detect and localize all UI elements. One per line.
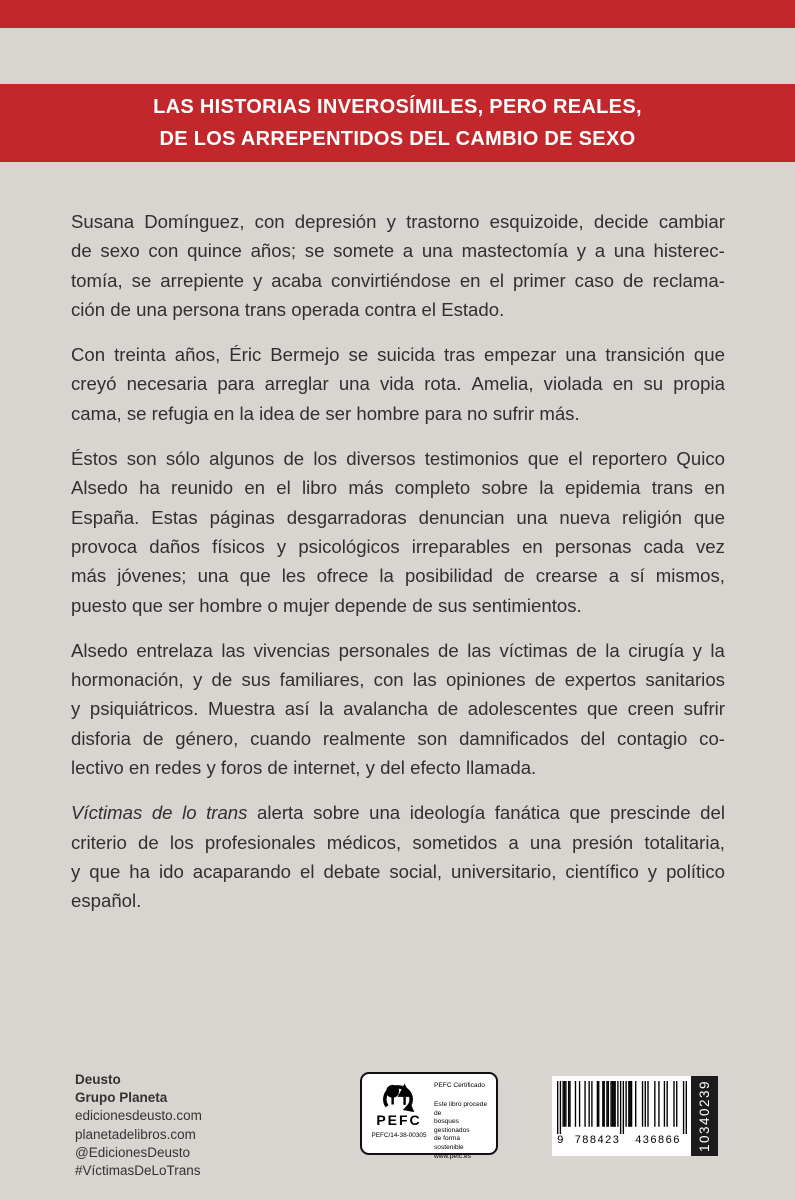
- barcode-digits: [557, 1135, 688, 1147]
- spine-code: 10340239: [691, 1076, 718, 1156]
- top-accent-bar: [0, 0, 795, 28]
- publisher-line: Grupo Planeta: [75, 1090, 168, 1106]
- pefc-trees-logo-icon: [377, 1079, 421, 1113]
- pefc-logo-column: [367, 1079, 431, 1149]
- barcode: [552, 1076, 718, 1156]
- pefc-website: www.pefc.es: [434, 1152, 472, 1160]
- publisher-line: edicionesdeusto.com: [75, 1108, 202, 1124]
- paragraph: Con treinta años, Éric Bermejo se suicida tras empezar una transición que creyó necesaria para arreglar una vida rota. Amelia, violada en su propia cama, se refugia en la idea de ser hombre para no sufrir más.: [71, 344, 725, 424]
- synopsis-text: [71, 207, 725, 932]
- publisher-line: Deusto: [75, 1072, 121, 1087]
- publisher-block: [75, 1071, 202, 1180]
- publisher-line: planetadelibros.com: [75, 1126, 196, 1142]
- pefc-title: PEFC Certificado: [434, 1082, 485, 1089]
- pefc-description: Este libro procede de bosques gestionados de forma sostenible: [434, 1101, 488, 1151]
- publisher-line: #VíctimasDeLoTrans: [75, 1163, 201, 1179]
- pefc-certificate-number: PEFC/14-38-00305: [371, 1131, 427, 1139]
- barcode-digit-group: 436866: [634, 1135, 681, 1147]
- barcode-bars-area: [552, 1076, 691, 1156]
- paragraph: Susana Domínguez, con depresión y trastorno esquizoide, decide cambiar de sexo con quince años; se somete a una mastectomía y a una histerec- tomía, se arrepiente y acaba convirtiéndose en el primer caso de reclama- ción de una persona trans operada contra el Estado.: [71, 211, 725, 320]
- pefc-wordmark: PEFC: [376, 1112, 422, 1128]
- publisher-line: @EdicionesDeusto: [75, 1144, 191, 1160]
- tagline-banner: [0, 84, 795, 162]
- paragraph: Éstos son sólo algunos de los diversos testimonios que el reportero Quico Alsedo ha reunido en el libro más completo sobre la epidemia trans en España. Estas páginas desgarradoras denuncian una nueva religión que provoca daños físicos y psicológicos irreparables en personas cada vez más jóvenes; una que les ofrece la posibilidad de crearse a sí mismos, puesto que ser hombre o mujer depende de sus sentimientos.: [71, 448, 725, 616]
- barcode-digit-group: 788423: [574, 1135, 621, 1147]
- barcode-digit-group: 9: [557, 1135, 565, 1147]
- pefc-text-column: [431, 1079, 492, 1160]
- tagline-line-2: DE LOS ARREPENTIDOS DEL CAMBIO DE SEXO: [159, 128, 636, 150]
- ean-barcode-bars: [557, 1081, 687, 1134]
- paragraph: Víctimas de lo trans alerta sobre una ideología fanática que prescinde del criterio de los profesionales médicos, sometidos a una presión totalitaria, y que ha ido acaparando el debate social, universitario, científico y político español.: [71, 802, 725, 912]
- paragraph: Alsedo entrelaza las vivencias personales de las víctimas de la cirugía y la hormonación, y de sus familiares, con las opiniones de expertos sanitarios y psiquiátricos. Muestra así la avalancha de adolescentes que creen sufrir disforia de género, cuando realmente son damnificados del contagio co- lectivo en redes y foros de internet, y del efecto llamada.: [71, 639, 725, 779]
- tagline-line-1: LAS HISTORIAS INVEROSÍMILES, PERO REALES,: [153, 96, 642, 118]
- pefc-certification-label: [360, 1072, 498, 1160]
